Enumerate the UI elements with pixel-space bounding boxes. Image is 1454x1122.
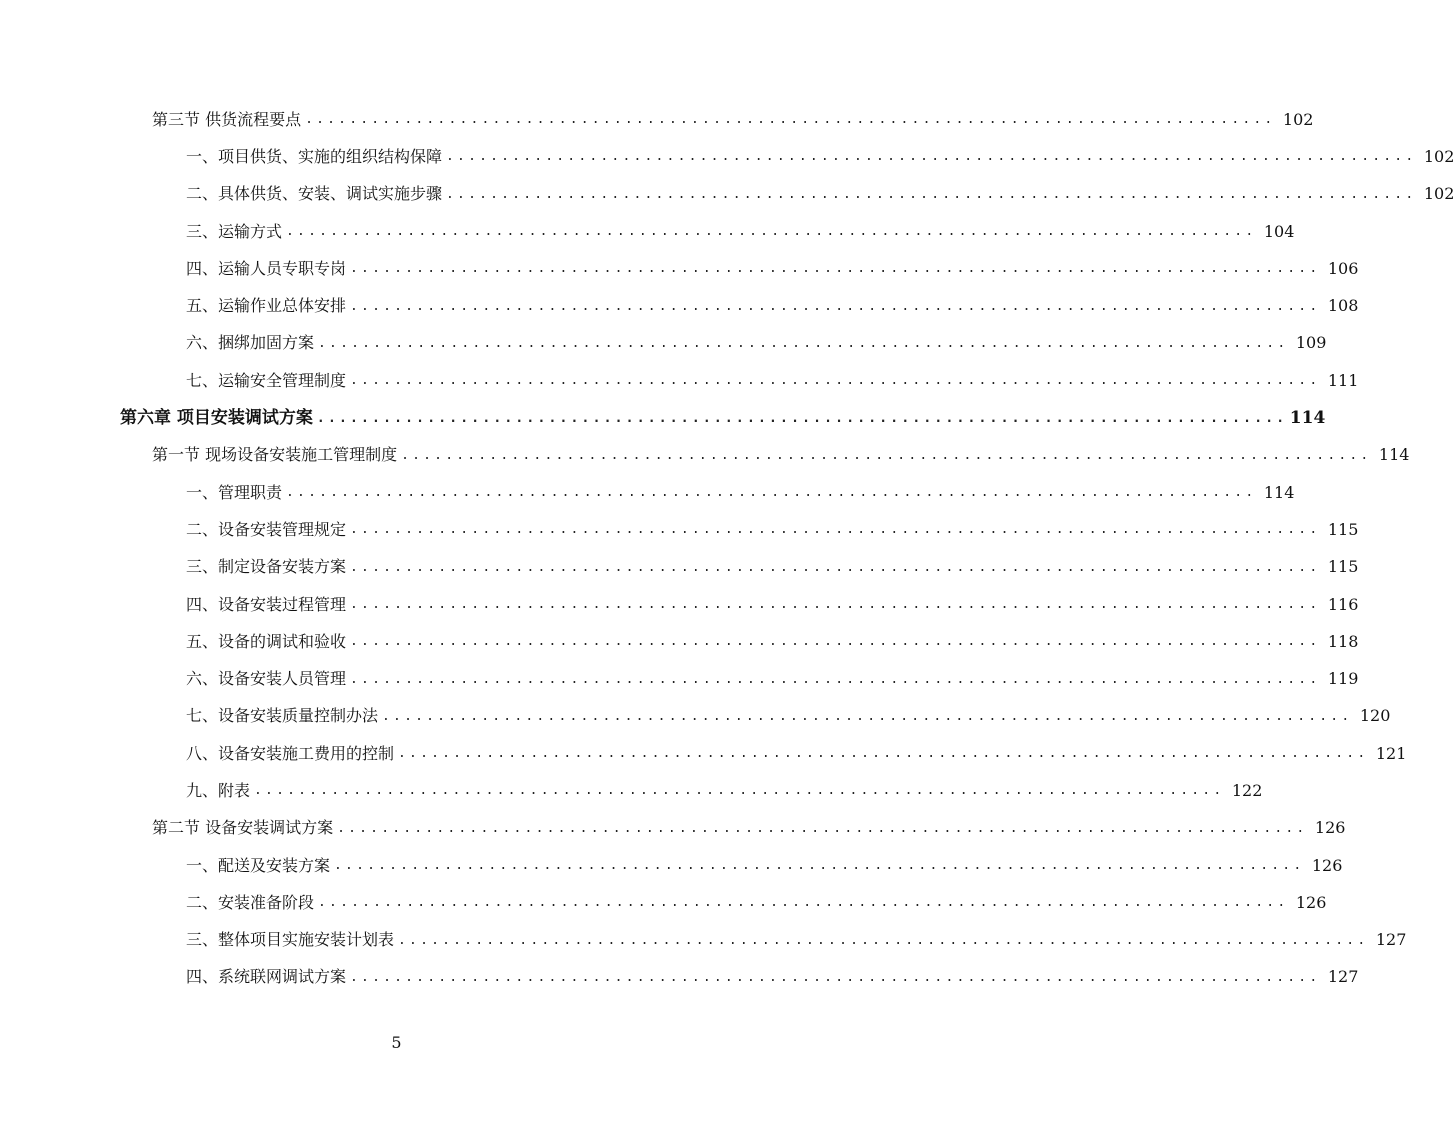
toc-dot-leader: ........................................................................................	[318, 335, 1289, 351]
toc-entry-page: 102	[1282, 109, 1314, 129]
toc-dot-leader: ........................................................................................	[318, 895, 1289, 911]
toc-entry[interactable]	[0, 772, 1263, 809]
toc-dot-leader: ........................................................................................	[446, 186, 1417, 202]
toc-entry-title: 第一节 现场设备安装施工管理制度	[152, 445, 398, 465]
toc-entry-page: 114	[1263, 482, 1295, 502]
toc-entry[interactable]	[0, 810, 1346, 847]
toc-entry-title: 五、运输作业总体安排	[186, 296, 347, 316]
toc-entry-title: 二、具体供货、安装、调试实施步骤	[186, 184, 443, 204]
toc-dot-leader: ........................................................................................	[350, 634, 1321, 650]
toc-entry-title: 九、附表	[186, 780, 251, 800]
toc-dot-leader: ........................................................................................	[382, 708, 1353, 724]
toc-dot-leader: ........................................................................................	[398, 746, 1369, 762]
toc-entry-page: 116	[1327, 594, 1359, 614]
toc-entry-title: 第六章 项目安装调试方案	[120, 407, 313, 428]
toc-dot-leader: ........................................................................................	[350, 559, 1321, 575]
toc-entry[interactable]	[0, 138, 1454, 175]
toc-entry[interactable]	[0, 250, 1359, 287]
toc-entry-title: 四、设备安装过程管理	[186, 594, 347, 614]
toc-entry[interactable]	[0, 586, 1359, 623]
toc-entry-title: 二、安装准备阶段	[186, 892, 315, 912]
toc-entry-page: 111	[1327, 370, 1359, 390]
toc-dot-leader: ........................................................................................	[316, 410, 1288, 426]
toc-entry-title: 八、设备安装施工费用的控制	[186, 743, 395, 763]
toc-entry-title: 二、设备安装管理规定	[186, 519, 347, 539]
toc-entry[interactable]	[0, 549, 1359, 586]
toc-entry-page: 126	[1311, 855, 1343, 875]
toc-entry[interactable]	[0, 511, 1359, 548]
toc-entry-title: 三、运输方式	[186, 221, 283, 241]
toc-entry[interactable]	[0, 287, 1359, 324]
toc-entry-title: 六、捆绑加固方案	[186, 333, 315, 353]
toc-entry-page: 106	[1327, 258, 1359, 278]
toc-dot-leader: ........................................................................................	[350, 597, 1321, 612]
toc-entry[interactable]	[0, 884, 1327, 921]
toc-entry[interactable]	[0, 922, 1407, 959]
toc-dot-leader: ........................................................................................	[398, 932, 1369, 948]
toc-entry-page: 127	[1327, 967, 1359, 987]
toc-entry-title: 六、设备安装人员管理	[186, 669, 347, 689]
toc-entry-page: 108	[1327, 296, 1359, 316]
toc-entry-title: 一、管理职责	[186, 482, 283, 502]
toc-dot-leader: ........................................................................................	[446, 149, 1417, 165]
toc-dot-leader: ........................................................................................	[286, 485, 1257, 501]
toc-entry-page: 114	[1289, 407, 1326, 428]
toc-dot-leader: ........................................................................................	[350, 261, 1321, 277]
page-number: 5	[391, 1033, 402, 1052]
toc-entry-page: 122	[1231, 780, 1263, 800]
toc-entry-page: 104	[1263, 221, 1295, 241]
toc-entry-title: 一、项目供货、实施的组织结构保障	[186, 146, 443, 166]
toc-dot-leader: ........................................................................................	[334, 858, 1305, 874]
toc-entry-title: 五、设备的调试和验收	[186, 631, 347, 651]
table-of-contents	[0, 101, 1454, 996]
toc-entry-title: 四、运输人员专职专岗	[186, 258, 347, 278]
toc-entry-page: 102	[1423, 184, 1454, 204]
toc-entry-title: 三、制定设备安装方案	[186, 557, 347, 577]
toc-entry-page: 118	[1327, 631, 1359, 651]
toc-entry-page: 127	[1375, 930, 1407, 950]
toc-entry-title: 第三节 供货流程要点	[152, 109, 302, 129]
toc-dot-leader: ........................................................................................	[350, 671, 1321, 687]
toc-dot-leader: ........................................................................................	[401, 447, 1372, 463]
toc-entry-title: 第二节 设备安装调试方案	[152, 818, 334, 838]
toc-entry-page: 119	[1327, 669, 1359, 689]
toc-entry-title: 七、设备安装质量控制办法	[186, 706, 379, 726]
toc-entry-title: 四、系统联网调试方案	[186, 967, 347, 987]
toc-dot-leader: ........................................................................................	[350, 522, 1321, 538]
toc-entry[interactable]	[0, 959, 1359, 996]
toc-entry-title: 一、配送及安装方案	[186, 855, 331, 875]
toc-entry[interactable]	[0, 325, 1327, 362]
toc-entry[interactable]	[0, 101, 1314, 138]
toc-entry-page: 126	[1314, 818, 1346, 838]
toc-entry-page: 121	[1375, 743, 1407, 763]
toc-entry[interactable]	[0, 474, 1295, 511]
toc-dot-leader: ........................................................................................	[337, 820, 1308, 836]
toc-entry-page: 102	[1423, 146, 1454, 166]
toc-entry[interactable]	[0, 698, 1391, 735]
toc-entry[interactable]	[0, 176, 1454, 213]
toc-entry[interactable]	[0, 847, 1343, 884]
toc-entry-page: 120	[1359, 706, 1391, 726]
toc-entry-title: 三、整体项目实施安装计划表	[186, 930, 395, 950]
toc-entry-title: 七、运输安全管理制度	[186, 370, 347, 390]
toc-entry[interactable]	[0, 362, 1359, 399]
toc-dot-leader: ........................................................................................	[254, 783, 1225, 799]
toc-dot-leader: ........................................................................................	[305, 112, 1276, 128]
toc-dot-leader: ........................................................................................	[350, 969, 1321, 985]
toc-entry[interactable]	[0, 660, 1359, 697]
toc-entry-page: 115	[1327, 519, 1359, 539]
toc-entry-page: 109	[1295, 333, 1327, 353]
toc-entry[interactable]	[0, 213, 1295, 250]
toc-dot-leader: ........................................................................................	[286, 224, 1257, 240]
toc-dot-leader: ........................................................................................	[350, 298, 1321, 314]
toc-entry[interactable]	[0, 735, 1407, 772]
toc-chapter-entry[interactable]	[0, 399, 1326, 436]
toc-entry-page: 114	[1378, 445, 1410, 465]
toc-entry-page: 126	[1295, 892, 1327, 912]
toc-dot-leader: ........................................................................................	[350, 373, 1321, 389]
toc-entry-page: 115	[1327, 557, 1359, 577]
toc-entry[interactable]	[0, 437, 1410, 474]
toc-entry[interactable]	[0, 623, 1359, 660]
